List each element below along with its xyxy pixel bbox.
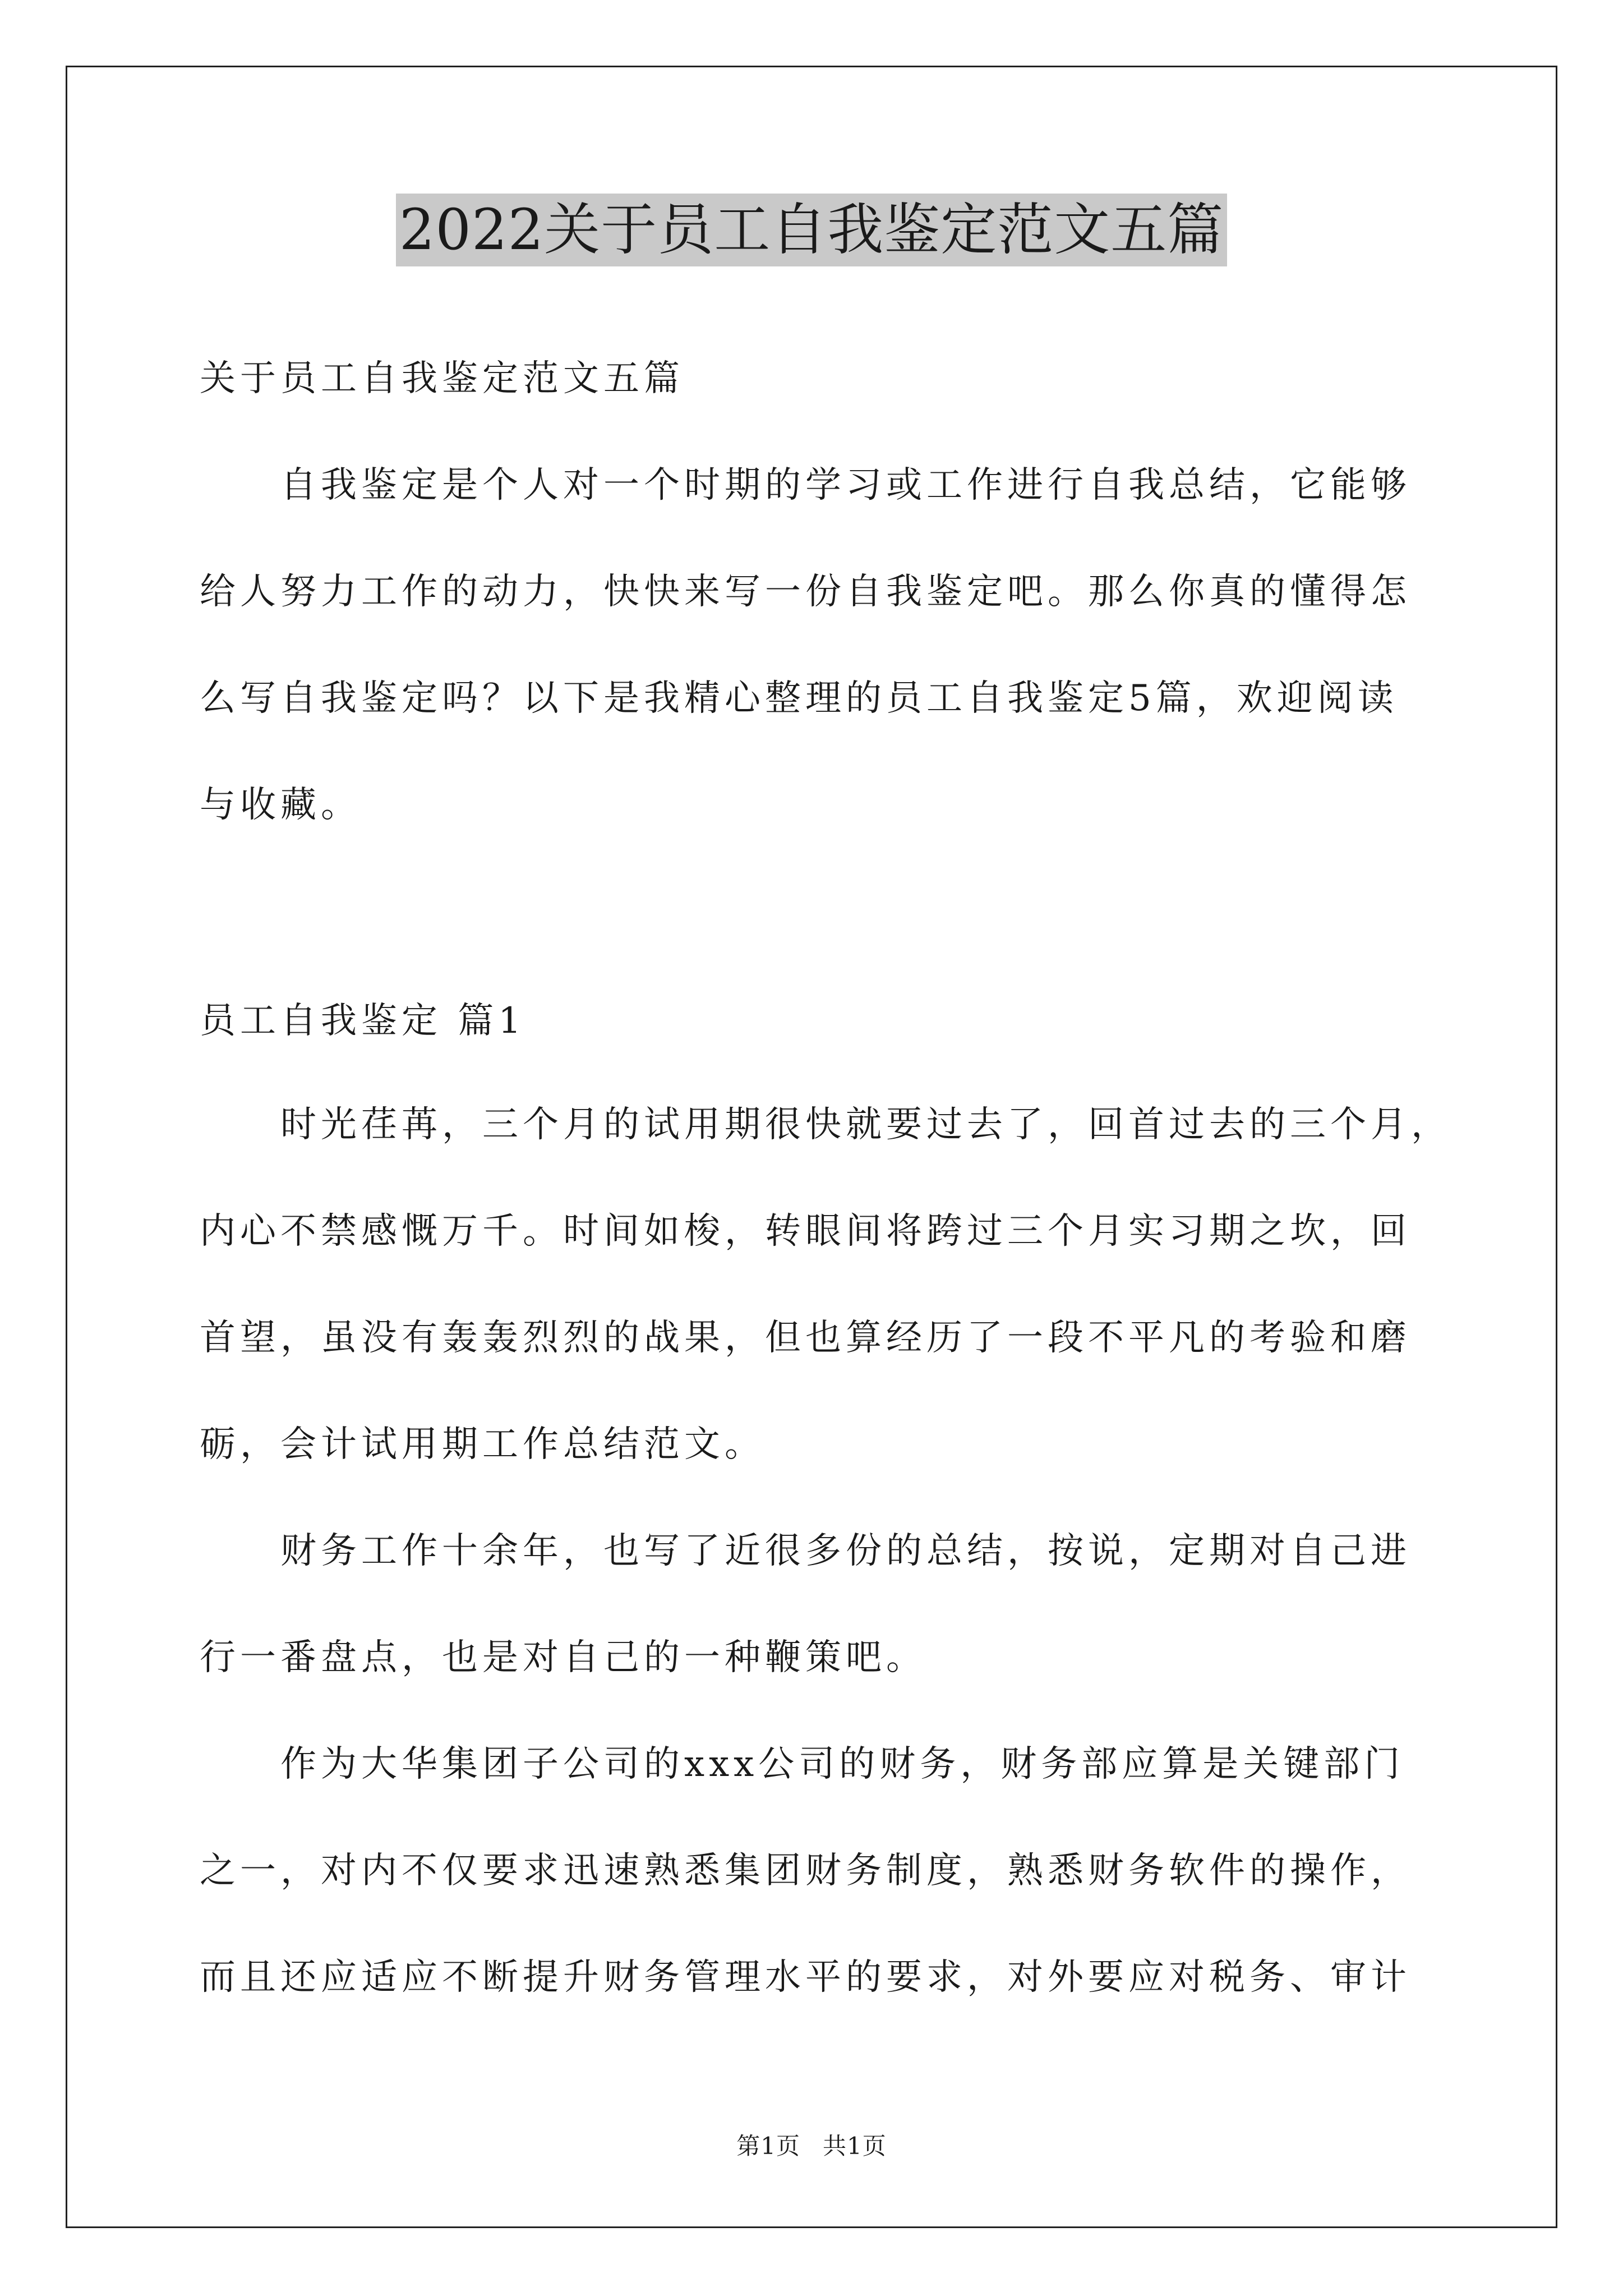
paragraph-line: 首望，虽没有轰轰烈烈的战果，但也算经历了一段不平凡的考验和磨 [200, 1317, 1411, 1359]
intro-line: 给人努力工作的动力，快快来写一份自我鉴定吧。那么你真的懂得怎 [200, 571, 1411, 613]
document-title: 2022关于员工自我鉴定范文五篇 [396, 194, 1228, 266]
paragraph-line: 内心不禁感慨万千。时间如梭，转眼间将跨过三个月实习期之坎，回 [200, 1211, 1411, 1252]
paragraph-line: 而且还应适应不断提升财务管理水平的要求，对外要应对税务、审计 [200, 1957, 1411, 1998]
paragraph-line: 财务工作十余年，也写了近很多份的总结，按说，定期对自己进 [280, 1530, 1411, 1572]
page-number: 第1页 [736, 2132, 800, 2160]
paragraph-line: 行一番盘点，也是对自己的一种鞭策吧。 [200, 1637, 926, 1678]
paragraph-line: 之一，对内不仅要求迅速熟悉集团财务制度，熟悉财务软件的操作， [200, 1850, 1411, 1892]
subtitle: 关于员工自我鉴定范文五篇 [200, 358, 684, 399]
page-footer [0, 2129, 1623, 2163]
paragraph-line: 砺，会计试用期工作总结范文。 [200, 1424, 765, 1465]
intro-line: 与收藏。 [200, 784, 361, 826]
section-heading: 员工自我鉴定 篇1 [200, 1000, 526, 1042]
intro-line: 自我鉴定是个人对一个时期的学习或工作进行自我总结，它能够 [280, 464, 1411, 506]
title-wrap [0, 194, 1623, 266]
page-total: 共1页 [823, 2132, 887, 2160]
paragraph-line: 时光荏苒，三个月的试用期很快就要过去了，回首过去的三个月， [280, 1104, 1451, 1145]
intro-line: 么写自我鉴定吗？以下是我精心整理的员工自我鉴定5篇，欢迎阅读 [200, 678, 1398, 719]
paragraph-line: 作为大华集团子公司的xxx公司的财务，财务部应算是关键部门 [280, 1743, 1405, 1785]
